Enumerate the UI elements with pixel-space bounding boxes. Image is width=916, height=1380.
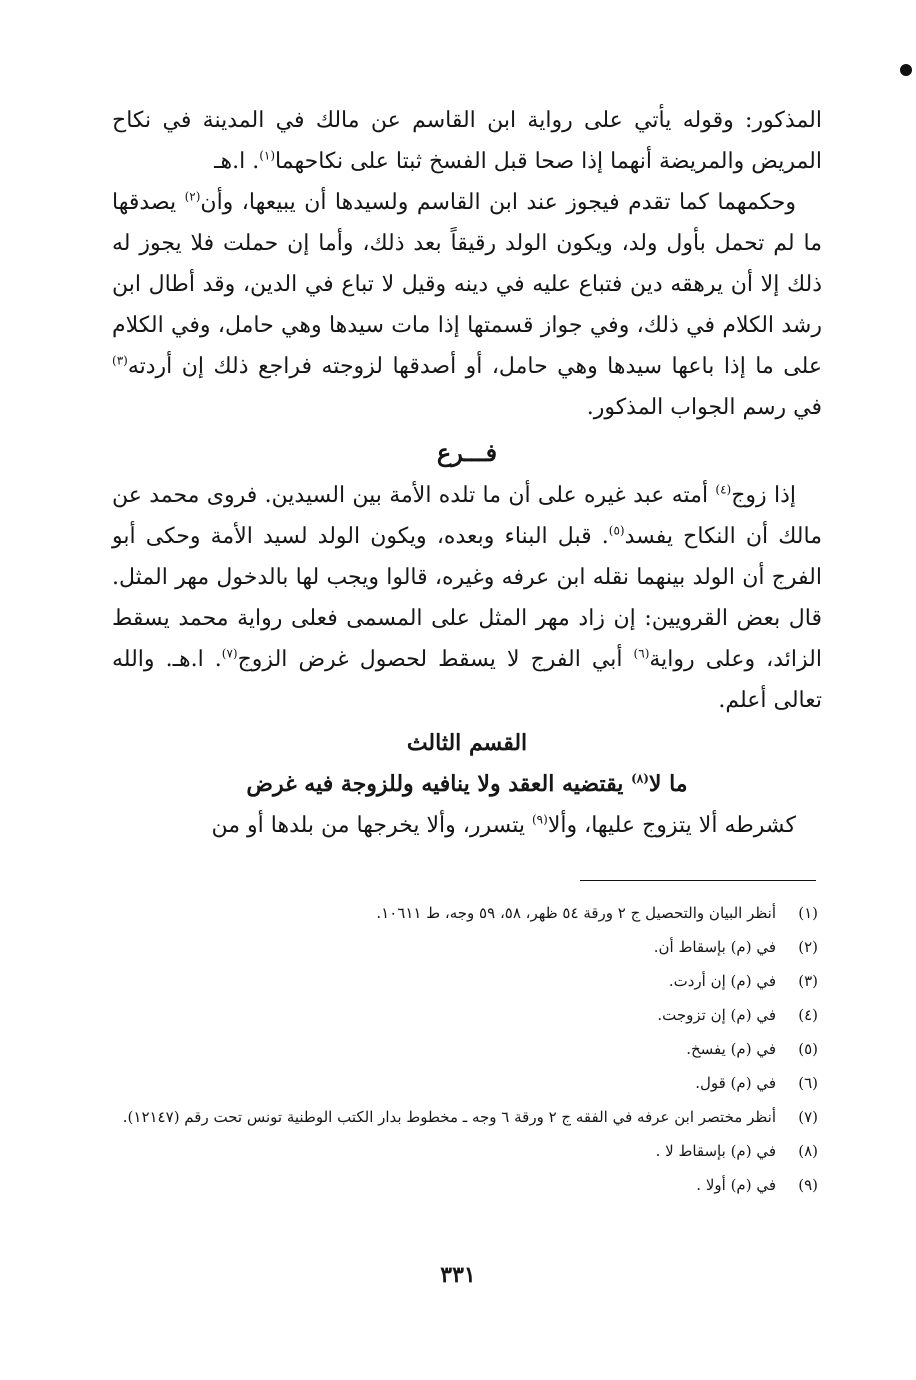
footnote-item: [112, 1100, 818, 1134]
footnote-number: (٩): [798, 1176, 818, 1194]
footnote-item: [112, 1066, 818, 1100]
footnote-ref-8[interactable]: (٨): [631, 771, 649, 786]
footnote-number: (٧): [798, 1108, 818, 1126]
footnote-item: [112, 1168, 818, 1202]
footnote-number: (٥): [798, 1040, 818, 1058]
footnote-text: في (م) بإسقاط لا .: [655, 1142, 776, 1160]
footnote-ref-5[interactable]: (٥): [608, 523, 625, 538]
footnote-number: (٣): [798, 972, 818, 990]
margin-mark: [900, 64, 912, 76]
footnote-number: (٦): [798, 1074, 818, 1092]
footnote-number: (٢): [798, 938, 818, 956]
footnote-ref-9[interactable]: (٩): [531, 812, 548, 827]
footnote-text: أنظر مختصر ابن عرفه في الفقه ج ٢ ورقة ٦ وجه ـ مخطوط بدار الكتب الوطنية تونس تحت رقم (١٢١٤٧).: [122, 1108, 776, 1126]
footnote-ref-1[interactable]: (١): [259, 148, 276, 163]
paragraph-4: كشرطه ألا يتزوج عليها، وألا$^{(٩)}$ يتسرر، وألا يخرجها من بلدها أو من: [211, 812, 796, 838]
main-text: [112, 100, 822, 846]
footnote-text: في (م) إن أردت.: [668, 972, 776, 990]
footnote-text: في (م) يفسخ.: [686, 1040, 776, 1058]
footnote-item: [112, 1032, 818, 1066]
footnote-text: في (م) أولا .: [696, 1176, 776, 1194]
footnotes: [112, 896, 818, 1202]
footnote-ref-7[interactable]: (٧): [221, 646, 238, 661]
paragraph-3: إذا زوج$^{(٤)}$ أمته عبد غيره على أن ما تلده الأمة بين السيدين. فروى محمد عن مالك أن النكاح يفسد$^{(٥)}$. قبل البناء وبعده، ويكون الولد لسيد الأمة وحكى أبو الفرج أن الولد بينهما نقله ابن عرفه وغيره، قالوا ويجب لها بالدخول مهر المثل. قال بعض القرويين: إن زاد مهر المثل على المسمى فعلى رواية محمد يسقط الزائد، وعلى رواية$^{(٦)}$ أبي الفرج لا يسقط لحصول غرض الزوج$^{(٧)}$. ا.هـ. والله تعالى أعلم.: [112, 482, 822, 713]
section-heading: القسم الثالث: [406, 730, 528, 756]
footnote-item: [112, 896, 818, 930]
footnote-number: (٨): [798, 1142, 818, 1160]
footnote-item: [112, 930, 818, 964]
footnote-ref-2[interactable]: (٢): [184, 189, 201, 204]
footnote-item: [112, 964, 818, 998]
footnote-item: [112, 998, 818, 1032]
footnote-item: [112, 1134, 818, 1168]
footnote-number: (١): [798, 904, 818, 922]
footnote-ref-4[interactable]: (٤): [715, 482, 732, 497]
footnote-text: أنظر البيان والتحصيل ج ٢ ورقة ٥٤ ظهر، ٥٨، ٥٩ وجه، ط ١٠٦١١.: [376, 904, 776, 922]
subsection-heading: ما لا$^{(٨)}$ يقتضيه العقد ولا ينافيه وللزوجة فيه غرض: [246, 771, 688, 797]
branch-heading: فـــرع: [436, 438, 498, 467]
footnote-ref-3[interactable]: (٣): [112, 353, 128, 368]
footnote-text: في (م) بإسقاط أن.: [653, 938, 776, 956]
paragraph-1: المذكور: وقوله يأتي على رواية ابن القاسم عن مالك في المدينة في نكاح المريض والمريضة أنهما إذا صحا قبل الفسخ ثبتا على نكاحهما$^{(١)}$. ا.هـ: [112, 108, 822, 174]
paragraph-2: وحكمهما كما تقدم فيجوز عند ابن القاسم ولسيدها أن يبيعها، وأن$^{(٢)}$ يصدقها ما لم تحمل بأول ولد، ويكون الولد رقيقاً بعد ذلك، وأما إن حملت فلا يجوز له ذلك إلا أن يرهقه دين فتباع عليه في دينه وقيل لا تباع في الدين، وقد أطال ابن رشد الكلام في ذلك، وفي جواز قسمتها إذا مات سيدها وهي حامل، وفي الكلام على ما إذا باعها سيدها وهي حامل، أو أصدقها لزوجته فراجع ذلك إن أردته$^{(٣)}$ في رسم الجواب المذكور.: [112, 189, 822, 420]
footnote-number: (٤): [798, 1006, 818, 1024]
page-number: ٣٣١: [440, 1262, 476, 1288]
footnote-divider: [580, 880, 816, 881]
footnote-text: في (م) قول.: [695, 1074, 776, 1092]
footnote-ref-6[interactable]: (٦): [633, 646, 650, 661]
footnote-text: في (م) إن تزوجت.: [657, 1006, 776, 1024]
